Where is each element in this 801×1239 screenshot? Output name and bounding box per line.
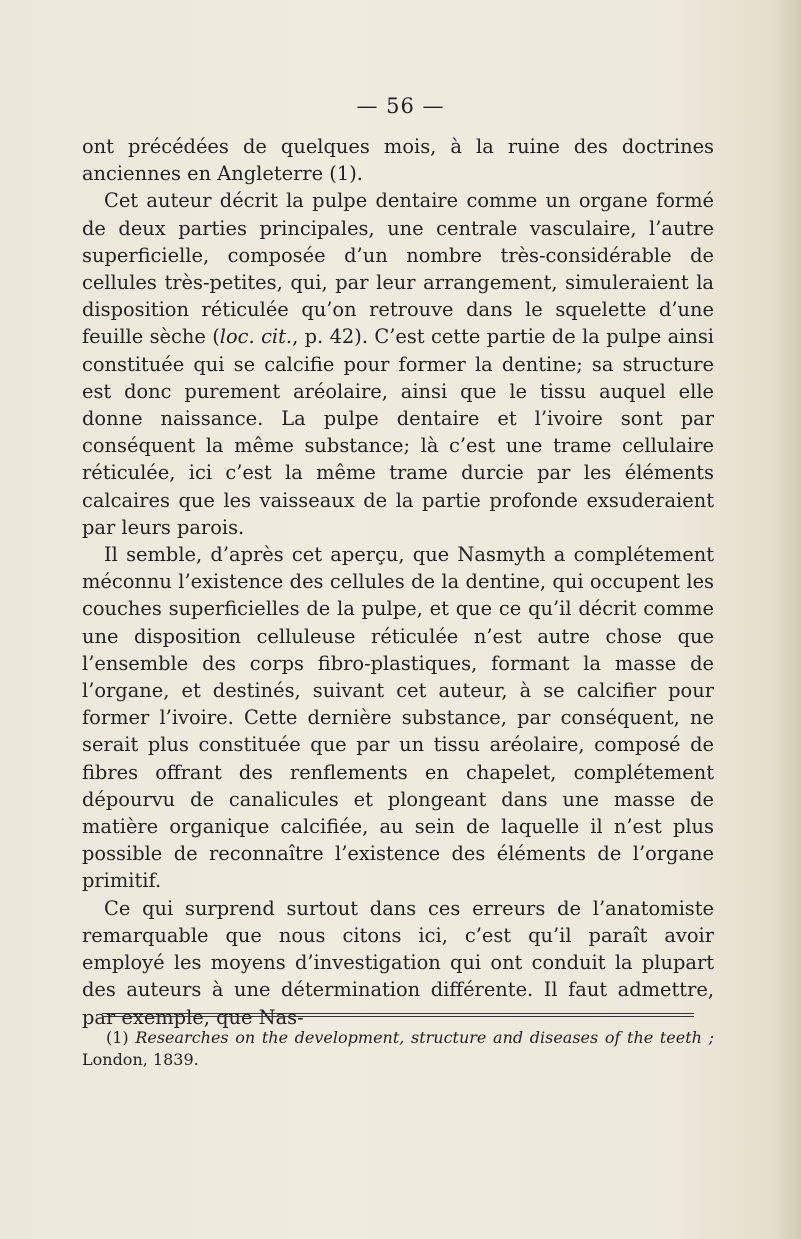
footnote-rule (102, 1013, 694, 1017)
paragraph-1: ont précédées de quelques mois, à la ruine des doctrines anciennes en Angleterre (1). (82, 135, 714, 186)
paragraph-2 (82, 187, 714, 541)
paragraph-2-end: , p. 42). C’est cette partie de la pulpe ainsi constituée qui se calcifie pour former la dentine; sa structure est donc purement aréolaire, ainsi que le tissu auquel elle donne naissance. La pulpe dentaire et l’ivoire sont par conséquent la même substance; là c’est une trame cellulaire réticulée, ici c’est la même trame durcie par les éléments calcaires que les vaisseaux de la partie profonde exsuderaient par leurs parois. (82, 325, 714, 539)
footnote (82, 1027, 714, 1071)
paragraph-3: Il semble, d’après cet aperçu, que Nasmyth a complétement méconnu l’existence des cellules de la dentine, qui occupent les couches superficielles de la pulpe, et que ce qu’il décrit comme une disposition celluleuse réticulée n’est autre chose que l’ensemble des corps fibro-plastiques, formant la masse de l’organe, et destinés, suivant cet auteur, à se calcifier pour former l’ivoire. Cette dernière substance, par conséquent, ne serait plus constituée que par un tissu aréolaire, composé de fibres offrant des renflements en chapelet, complétement dépourvu de canalicules et plongeant dans une masse de matière organique calcifiée, au sein de laquelle il n’est plus possible de reconnaître l’existence des éléments de l’organe primitif. (82, 543, 714, 893)
footnote-title: Researches on the development, structure and diseases of the teeth ; (135, 1028, 714, 1047)
footnote-marker: (1) (106, 1028, 129, 1047)
footnote-rest: London, 1839. (82, 1050, 199, 1069)
page-edge-shadow (773, 0, 801, 1239)
page-number: — 56 — (356, 94, 445, 118)
paragraph-4: Ce qui surprend surtout dans ces erreurs de l’anatomiste remarquable que nous citons ici, c’est qu’il paraît avoir employé les moyens d’investigation qui ont conduit la plupart des auteurs à une détermination différente. Il faut admettre, par exemple, que Nas- (82, 896, 714, 1029)
paragraph-2-start: Cet auteur décrit la pulpe dentaire comme un organe formé de deux parties principales, une centrale vasculaire, l’autre superficielle, composée d’un nombre très-considérable de cellules très-petites, qui, par leur arrangement, simuleraient la disposition réticulée qu’on retrouve dans le squelette d’une feuille sèche ( (82, 189, 714, 349)
citation-loc-cit: loc. cit. (219, 325, 293, 349)
main-text (82, 133, 714, 1031)
